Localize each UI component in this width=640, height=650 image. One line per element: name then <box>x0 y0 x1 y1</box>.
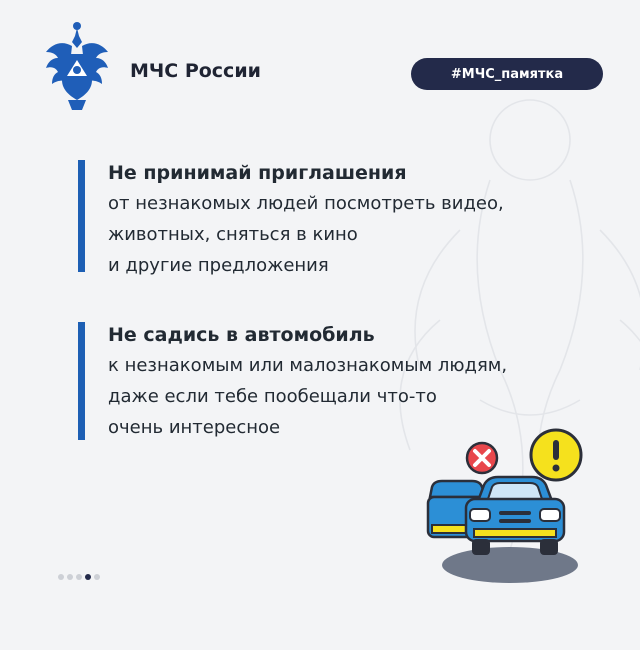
car-illustration <box>422 425 592 590</box>
pagination-dot[interactable] <box>94 574 100 580</box>
error-x-icon <box>467 443 497 473</box>
tip-line: и другие предложения <box>108 255 329 276</box>
brand-name: МЧС России <box>130 60 261 82</box>
tip-line: животных, сняться в кино <box>108 224 358 245</box>
pagination-dot[interactable] <box>58 574 64 580</box>
pagination-dot[interactable] <box>76 574 82 580</box>
accent-bar <box>78 160 85 272</box>
pagination-dot[interactable] <box>85 574 91 580</box>
pagination-dots <box>58 574 100 580</box>
tip-line: очень интересное <box>108 417 281 438</box>
pagination-dot[interactable] <box>67 574 73 580</box>
tip-line: к незнакомым или малознакомым людям, <box>108 355 508 376</box>
hashtag-badge: #МЧС_памятка <box>411 58 603 90</box>
tip-title: Не садись в автомобиль <box>108 324 375 346</box>
accent-bar <box>78 322 85 440</box>
warning-exclamation-icon <box>531 430 581 480</box>
tip-line: от незнакомых людей посмотреть видео, <box>108 193 504 214</box>
emblem-icon <box>42 18 112 112</box>
tip-line: даже если тебе пообещали что-то <box>108 386 437 407</box>
tip-title: Не принимай приглашения <box>108 162 407 184</box>
tip-block <box>78 158 504 281</box>
